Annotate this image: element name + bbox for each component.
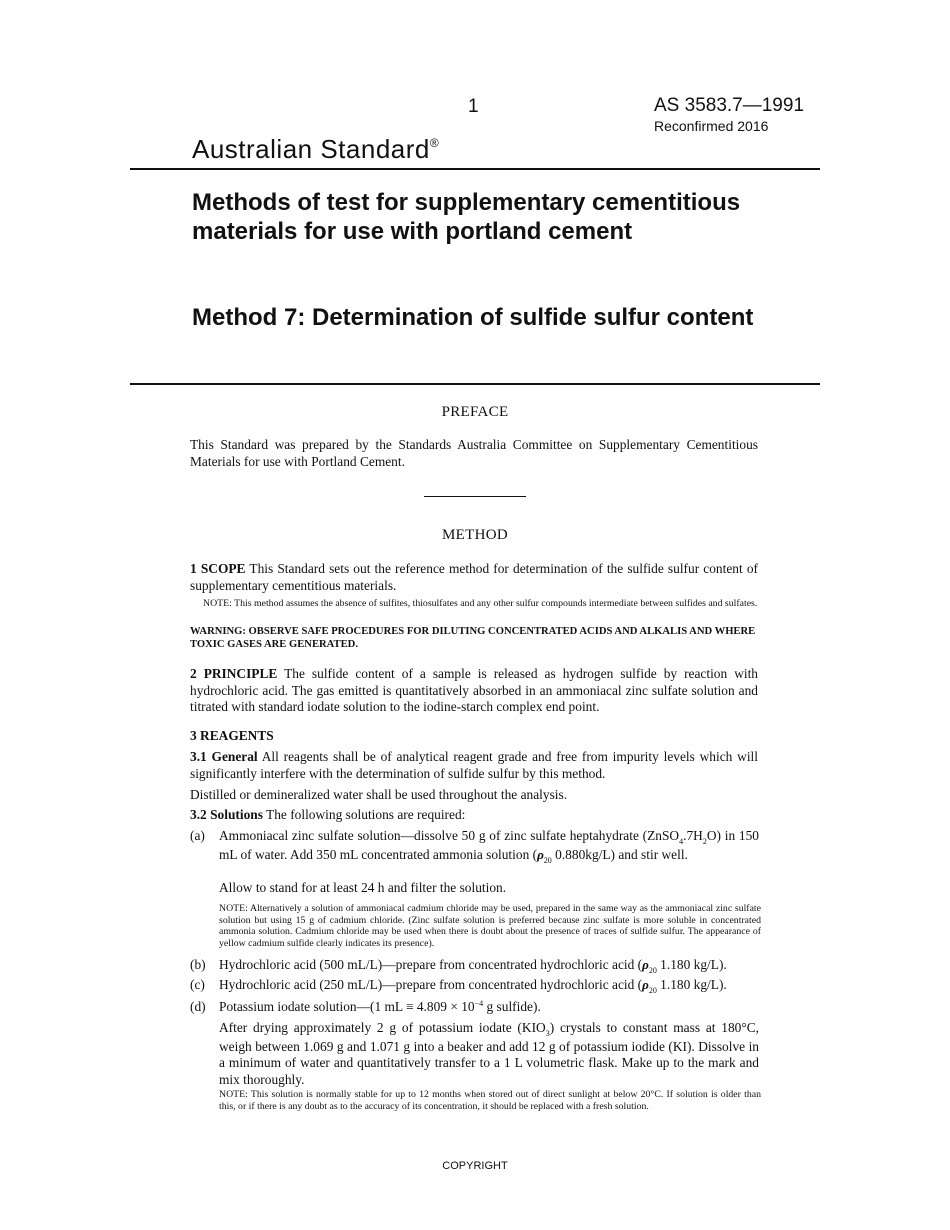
general-text: All reagents shall be of analytical reagent grade and free from impurity levels which will significantly interfere with the determination of sulfide sulfur by this method. xyxy=(190,749,758,781)
item-d-extra xyxy=(219,1020,759,1088)
reagents-heading: 3 REAGENTS xyxy=(190,728,274,743)
subscript: 20 xyxy=(648,986,657,995)
item-d-extra-part: ) crystals to constant mass at 180°C, weigh between 1.069 g and 1.071 g into a beaker and add 12 g of potassium iodide (KI). Dissolve in a minimum of water and quantitatively transfer to a 1 L volumetric flask. Make up to the mark and mix thoroughly. xyxy=(219,1020,760,1087)
density-symbol: ρ xyxy=(642,977,649,992)
item-c-label: (c) xyxy=(190,977,205,992)
item-a-label: (a) xyxy=(190,828,205,843)
item-a-text-part: Ammoniacal zinc sulfate solution—dissolve 50 g of zinc sulfate heptahydrate (ZnSO xyxy=(219,828,680,843)
item-a-text-part: .7H xyxy=(683,828,703,843)
safety-warning: WARNING: OBSERVE SAFE PROCEDURES FOR DILUTING CONCENTRATED ACIDS AND ALKALIS AND WHERE TOXIC GASES ARE GENERATED. xyxy=(190,626,756,650)
subscript: 3 xyxy=(545,1029,550,1038)
item-d-label: (d) xyxy=(190,999,206,1014)
item-b-text xyxy=(219,957,759,976)
item-c-text-part: 1.180 kg/L). xyxy=(656,977,727,992)
subscript: 20 xyxy=(648,966,657,975)
copyright-footer: COPYRIGHT xyxy=(442,1160,508,1172)
scope-paragraph xyxy=(190,561,758,594)
item-a-extra: Allow to stand for at least 24 h and filter the solution. xyxy=(219,880,507,895)
preface-heading: PREFACE xyxy=(441,404,509,420)
solutions-label: 3.2 Solutions xyxy=(190,807,263,822)
scope-label: 1 SCOPE xyxy=(190,561,246,576)
method-heading: METHOD xyxy=(442,527,508,543)
section-divider xyxy=(424,496,526,497)
item-b-label: (b) xyxy=(190,957,206,972)
item-d-text-part: g sulfide). xyxy=(483,999,541,1014)
brand-title xyxy=(192,134,439,165)
subscript: 20 xyxy=(543,855,552,865)
item-d-text xyxy=(219,999,759,1018)
general-paragraph xyxy=(190,749,758,782)
item-a-text-part: O) in 150 mL of water. Add 350 mL concentrated ammonia solution ( xyxy=(219,828,759,862)
density-symbol: ρ xyxy=(642,957,649,972)
item-d-note: NOTE: This solution is normally stable for up to 12 months when stored out of direct sunlight at below 20°C. If solution is older than this, or if there is any doubt as to the accuracy of its concentration, it should be replaced with a fresh solution. xyxy=(219,1089,761,1112)
density-symbol: ρ xyxy=(537,846,544,862)
item-b-text-part: 1.180 kg/L). xyxy=(656,957,727,972)
principle-text: The sulfide content of a sample is released as hydrogen sulfide by reaction with hydrochloric acid. The gas emitted is quantitatively absorbed in an ammoniacal zinc sulfate solution and titrated with standard iodate solution to the iodine-starch complex end point. xyxy=(190,666,758,714)
registered-mark: ® xyxy=(429,136,440,150)
item-c-text xyxy=(219,977,759,996)
scope-note: NOTE: This method assumes the absence of sulfites, thiosulfates and any other sulfur compounds intermediate between sulfides and sulfates. xyxy=(203,598,758,609)
item-a-text xyxy=(219,828,759,865)
reconfirmed-date: Reconfirmed 2016 xyxy=(654,118,769,134)
page-number: 1 xyxy=(468,96,479,117)
item-b-text-part: Hydrochloric acid (500 mL/L)—prepare from concentrated hydrochloric acid ( xyxy=(219,957,643,972)
item-d-text-part: Potassium iodate solution—(1 mL ≡ 4.809 × 10 xyxy=(219,999,475,1014)
method-title: Method 7: Determination of sulfide sulfur content xyxy=(192,304,754,331)
subscript: 4 xyxy=(679,837,684,846)
item-c-text-part: Hydrochloric acid (250 mL/L)—prepare from concentrated hydrochloric acid ( xyxy=(219,977,643,992)
brand-name: Australian Standard xyxy=(192,134,430,164)
solutions-text: The following solutions are required: xyxy=(266,807,466,822)
item-a-text-part: 0.880kg/L) and stir well. xyxy=(551,846,688,862)
top-divider xyxy=(130,168,820,170)
subscript: 2 xyxy=(702,837,707,846)
standard-number: AS 3583.7—1991 xyxy=(654,95,805,116)
item-d-extra-part: After drying approximately 2 g of potassium iodate (KIO xyxy=(219,1020,546,1035)
general-label: 3.1 General xyxy=(190,749,258,764)
water-paragraph: Distilled or demineralized water shall be used throughout the analysis. xyxy=(190,787,568,802)
item-a-note: NOTE: Alternatively a solution of ammoniacal cadmium chloride may be used, prepared in the same way as the ammoniacal zinc sulfate solution but using 15 g of cadmium chloride. (Zinc sulfate solution is preferred because zinc sulfate is more soluble in concentrated ammonia solution. Cadmium chloride may be used when there is doubt about the presence of traces of sulfide sulfur. The appearance of yellow cadmium sulfide clearly indicates its presence). xyxy=(219,903,761,949)
preface-text: This Standard was prepared by the Standards Australia Committee on Supplementary Cementitious Materials for use with Portland Cement. xyxy=(190,437,758,469)
scope-text: This Standard sets out the reference method for determination of the sulfide sulfur content of supplementary cementitious materials. xyxy=(190,561,758,593)
title-divider xyxy=(130,383,820,385)
principle-label: 2 PRINCIPLE xyxy=(190,666,278,681)
solutions-paragraph xyxy=(190,807,758,824)
document-title: Methods of test for supplementary cementitious materials for use with portland cement xyxy=(192,189,741,245)
superscript: −4 xyxy=(474,999,484,1008)
principle-paragraph xyxy=(190,666,758,716)
